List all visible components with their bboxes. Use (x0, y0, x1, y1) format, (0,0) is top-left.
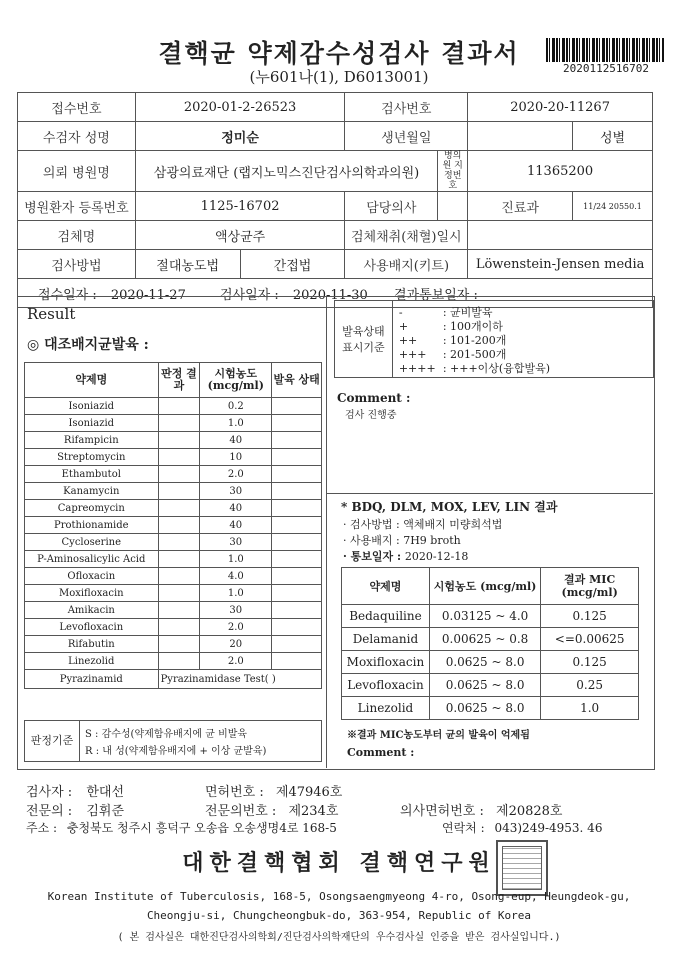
drug-row (25, 619, 322, 636)
bdq-notify-label: · 통보일자 : (343, 550, 402, 563)
medium-label: 사용배지(키트) (345, 250, 468, 279)
drug-row (25, 483, 322, 500)
growth-status (272, 500, 322, 517)
col-judge: 판정 결과 (158, 363, 200, 398)
growth-status (272, 517, 322, 534)
method-label: 검사방법 (18, 250, 136, 279)
test-date-label: 검사일자 : (219, 287, 279, 303)
designated-number: 11365200 (468, 151, 653, 192)
mic-row (342, 697, 639, 720)
judge-r: R : 내 성(약제함유배지에 + 이상 균발육) (85, 746, 267, 757)
pza-drug: Pyrazinamid (25, 670, 159, 689)
comment-label: Comment : (337, 391, 411, 405)
judge-result (158, 449, 200, 466)
method-secondary: 간접법 (240, 250, 345, 279)
mic-row (342, 651, 639, 674)
specimen: 액상균주 (135, 221, 345, 250)
patient-label: 수검자 성명 (18, 122, 136, 151)
criteria-label: 발육상태 표시기준 (335, 301, 393, 378)
bdq-title: * BDQ, DLM, MOX, LEV, LIN 결과 (341, 500, 558, 514)
hospital-name: 삼광의료재단 (랩지노믹스진단검사의학과의원) (135, 151, 437, 192)
drug-row (25, 534, 322, 551)
spec-license: 제234호 (288, 804, 339, 819)
test-no: 2020-20-11267 (468, 93, 653, 122)
tester-label: 검사자 : (26, 785, 73, 800)
sex-label: 성별 (599, 130, 626, 146)
growth-status (272, 432, 322, 449)
doc-license: 제20828호 (496, 804, 563, 819)
barcode (546, 38, 664, 62)
judge-result (158, 466, 200, 483)
mic-value: 1.0 (541, 697, 639, 720)
criteria-row (399, 318, 647, 332)
criteria-row (399, 346, 647, 360)
drug-row (25, 432, 322, 449)
control-growth-label: ◎ 대조배지균발육 : (27, 337, 149, 353)
patient-info-table (17, 92, 653, 308)
judge-s: S : 감수성(약제함유배지에 균 비발육 (85, 729, 248, 740)
criteria-symbol: +++ (398, 348, 427, 361)
judge-result (158, 551, 200, 568)
mic-value: 0.125 (541, 651, 639, 674)
birth-label: 생년월일 (345, 122, 468, 151)
specimen-label: 검체명 (18, 221, 136, 250)
tester: 한대선 (86, 785, 125, 800)
growth-status (272, 636, 322, 653)
drug-name: Linezolid (25, 653, 159, 670)
criteria-desc: : 100개이하 (442, 320, 503, 333)
criteria-row (399, 360, 647, 374)
drug-name: Prothionamide (25, 517, 159, 534)
drug-name: Rifabutin (25, 636, 159, 653)
dept: 11/24 20550.1 (573, 192, 653, 221)
test-conc: 0.2 (200, 398, 272, 415)
comment-text: 검사 진행중 (345, 410, 397, 421)
mic-comment-label: Comment : (347, 746, 415, 759)
growth-status (272, 568, 322, 585)
drug-name: Rifampicin (25, 432, 159, 449)
medium: Löwenstein-Jensen media (468, 250, 653, 279)
test-conc: 40 (200, 517, 272, 534)
mic-table (341, 567, 639, 720)
certification-note: ( 본 검사실은 대한진단검사의학회/진단검사의학재단의 우수검사실 인증을 받은 검사실입니다.) (117, 932, 561, 943)
contact-label: 연락처 : (442, 821, 485, 835)
mic-value: 0.125 (541, 605, 639, 628)
mic-conc: 0.03125 ~ 4.0 (429, 605, 540, 628)
test-conc: 1.0 (200, 551, 272, 568)
drug-name: Cycloserine (25, 534, 159, 551)
mic-drug: Linezolid (342, 697, 430, 720)
judge-result (158, 602, 200, 619)
drug-name: Streptomycin (25, 449, 159, 466)
reg-number: 1125-16702 (135, 192, 345, 221)
drug-name: Kanamycin (25, 483, 159, 500)
drug-name: Capreomycin (25, 500, 159, 517)
test-conc: 4.0 (200, 568, 272, 585)
specialist: 김휘준 (86, 804, 125, 819)
bdq-notify: 2020-12-18 (404, 550, 469, 563)
mic-row (342, 605, 639, 628)
birth-date (468, 122, 573, 151)
judge-result (158, 517, 200, 534)
drug-row (25, 415, 322, 432)
drug-row (25, 500, 322, 517)
test-no-label: 검사번호 (345, 93, 468, 122)
criteria-desc: : +++이상(융합발육) (442, 362, 551, 375)
test-conc: 2.0 (200, 466, 272, 483)
drug-row (25, 517, 322, 534)
designated-label: 병의원 지정번호 (438, 151, 468, 192)
mic-col-drug: 약제명 (342, 568, 430, 605)
drug-row (25, 551, 322, 568)
judge-result (158, 619, 200, 636)
mic-conc: 0.0625 ~ 8.0 (429, 674, 540, 697)
col-drug: 약제명 (25, 363, 159, 398)
growth-status (272, 483, 322, 500)
mic-col-mic: 결과 MIC (mcg/ml) (541, 568, 639, 605)
judge-result (158, 500, 200, 517)
judge-result (158, 415, 200, 432)
drug-name: Moxifloxacin (25, 585, 159, 602)
drug-name: Amikacin (25, 602, 159, 619)
criteria-symbol: - (398, 306, 403, 319)
document-title: 결핵균 약제감수성검사 결과서 (158, 39, 520, 68)
growth-status (272, 551, 322, 568)
mic-conc: 0.0625 ~ 8.0 (429, 697, 540, 720)
judge-box (24, 720, 322, 762)
test-conc: 2.0 (200, 653, 272, 670)
test-conc: 10 (200, 449, 272, 466)
growth-status (272, 585, 322, 602)
drug-row (25, 602, 322, 619)
recv-date: 2020-11-27 (110, 287, 186, 303)
result-title: Result (27, 305, 76, 323)
document-code: (누601나(1), D6013001) (249, 68, 429, 86)
judge-result (158, 398, 200, 415)
drug-name: Isoniazid (25, 415, 159, 432)
bdq-method: · 검사방법 : 액체배지 미량희석법 (343, 518, 503, 531)
hospital-label: 의뢰 병원명 (18, 151, 136, 192)
license: 제47946호 (275, 785, 343, 800)
spec-license-label: 전문의번호 : (205, 804, 277, 819)
doctor-name (438, 192, 468, 221)
drug-row (25, 398, 322, 415)
receipt-no-label: 접수번호 (18, 93, 136, 122)
col-conc: 시험농도 (mcg/ml) (200, 363, 272, 398)
address-label: 주소 : (26, 821, 58, 835)
doctor-label: 담당의사 (345, 192, 438, 221)
drug-name: Ofloxacin (25, 568, 159, 585)
mic-note: ※결과 MIC농도부터 균의 발육이 억제됨 (347, 730, 530, 741)
growth-status (272, 398, 322, 415)
panel-divider (326, 296, 327, 768)
bdq-medium: · 사용배지 : 7H9 broth (343, 534, 461, 547)
contact: 043)249-4953. 46 (494, 821, 603, 835)
judge-result (158, 636, 200, 653)
license-label: 면허번호 : (205, 785, 264, 800)
mic-conc: 0.0625 ~ 8.0 (429, 651, 540, 674)
drug-name: Ethambutol (25, 466, 159, 483)
criteria-desc: : 101-200개 (442, 334, 507, 347)
col-growth: 발육 상태 (272, 363, 322, 398)
mic-drug: Delamanid (342, 628, 430, 651)
recv-date-label: 접수일자 : (38, 287, 97, 303)
eng-address-1: Korean Institute of Tuberculosis, 168-5, Osongsaengmyeong 4-ro, Osong-eup, Heungdeok-gu, (47, 890, 631, 903)
section-divider (326, 493, 653, 494)
test-conc: 30 (200, 483, 272, 500)
pza-test: Pyrazinamidase Test( ) (158, 670, 321, 689)
judge-label: 판정기준 (25, 721, 80, 761)
judge-result (158, 483, 200, 500)
drug-row (25, 653, 322, 670)
drug-name: Levofloxacin (25, 619, 159, 636)
growth-status (272, 619, 322, 636)
criteria-row (399, 332, 647, 346)
eng-address-2: Cheongju-si, Chungcheongbuk-do, 363-954, Republic of Korea (146, 909, 532, 922)
drug-table (24, 362, 322, 689)
dept-label: 진료과 (468, 192, 573, 221)
growth-status (272, 415, 322, 432)
mic-value: 0.25 (541, 674, 639, 697)
criteria-symbol: + (398, 320, 409, 333)
growth-status (272, 466, 322, 483)
judge-result (158, 534, 200, 551)
mic-row (342, 628, 639, 651)
test-date: 2020-11-30 (292, 287, 368, 303)
drug-row (25, 449, 322, 466)
mic-drug: Bedaquiline (342, 605, 430, 628)
criteria-row (399, 304, 647, 318)
drug-row (25, 585, 322, 602)
growth-status (272, 449, 322, 466)
mic-conc: 0.00625 ~ 0.8 (429, 628, 540, 651)
barcode-number: 2020112516702 (562, 62, 650, 75)
criteria-desc: : 균비발육 (442, 306, 493, 319)
drug-row (25, 466, 322, 483)
drug-name: P-Aminosalicylic Acid (25, 551, 159, 568)
criteria-symbol: ++++ (398, 362, 436, 375)
reg-label: 병원환자 등록번호 (18, 192, 136, 221)
drug-row (25, 568, 322, 585)
criteria-table (334, 300, 654, 378)
notify-date-label: 결과통보일자 : (393, 287, 478, 303)
test-conc: 40 (200, 432, 272, 449)
collect-date (468, 221, 653, 250)
test-conc: 1.0 (200, 415, 272, 432)
mic-value: <=0.00625 (541, 628, 639, 651)
method: 절대농도법 (135, 250, 240, 279)
mic-col-conc: 시험농도 (mcg/ml) (429, 568, 540, 605)
growth-status (272, 602, 322, 619)
org-name: 대한결핵협회 결핵연구원 (182, 850, 496, 876)
growth-status (272, 534, 322, 551)
growth-status (272, 653, 322, 670)
judge-result (158, 653, 200, 670)
receipt-no: 2020-01-2-26523 (135, 93, 345, 122)
test-conc: 1.0 (200, 585, 272, 602)
test-conc: 30 (200, 534, 272, 551)
doc-license-label: 의사면허번호 : (400, 804, 484, 819)
patient-name: 정미순 (135, 122, 345, 151)
criteria-symbol: ++ (398, 334, 418, 347)
mic-drug: Levofloxacin (342, 674, 430, 697)
judge-result (158, 432, 200, 449)
address: 충청북도 청주시 흥덕구 오송읍 오송생명4로 168-5 (66, 821, 337, 835)
test-conc: 20 (200, 636, 272, 653)
judge-result (158, 568, 200, 585)
specialist-label: 전문의 : (26, 804, 73, 819)
test-conc: 40 (200, 500, 272, 517)
drug-row (25, 636, 322, 653)
mic-row (342, 674, 639, 697)
test-conc: 30 (200, 602, 272, 619)
mic-drug: Moxifloxacin (342, 651, 430, 674)
drug-name: Isoniazid (25, 398, 159, 415)
official-seal (496, 840, 548, 896)
test-conc: 2.0 (200, 619, 272, 636)
judge-result (158, 585, 200, 602)
criteria-desc: : 201-500개 (442, 348, 507, 361)
collect-label: 검체채취(채혈)일시 (345, 221, 468, 250)
